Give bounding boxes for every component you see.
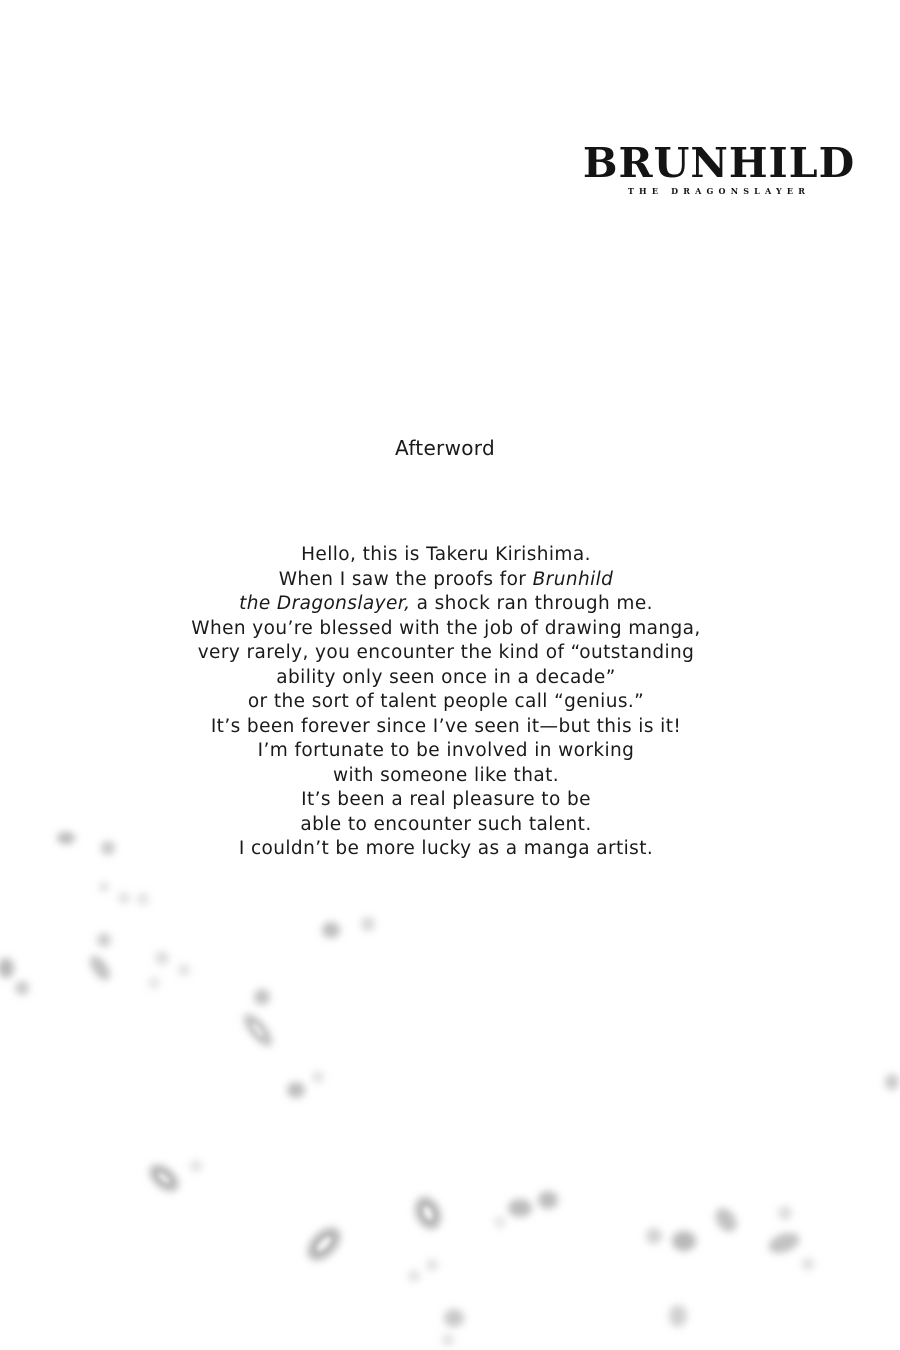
body-line <box>0 568 892 593</box>
body-line: When you’re blessed with the job of drawing manga, <box>191 617 701 639</box>
brunhild-logo <box>578 138 860 202</box>
body-line-text: a shock ran through me. <box>410 593 653 614</box>
body-line: with someone like that. <box>332 764 560 786</box>
body-line: able to encounter such talent. <box>300 813 592 835</box>
body-line: Hello, this is Takeru Kirishima. <box>301 544 591 565</box>
body-line <box>0 592 892 617</box>
book-title-italic: the Dragonslayer, <box>239 593 411 614</box>
body-line-text: When I saw the proofs for <box>278 568 533 590</box>
body-line: or the sort of talent people call “genius.” <box>247 691 645 712</box>
afterword-body <box>0 543 892 862</box>
body-line: I couldn’t be more lucky as a manga artist. <box>238 838 654 859</box>
book-title-italic: Brunhild <box>532 568 614 590</box>
logo-subtitle: THE DRAGONSLAYER <box>627 186 811 196</box>
logo-title: BRUNHILD <box>582 139 856 187</box>
body-line: very rarely, you encounter the kind of “outstanding <box>197 642 695 663</box>
body-line: I’m fortunate to be involved in working <box>257 740 635 761</box>
body-line: It’s been forever since I’ve seen it—but this is it! <box>210 715 682 737</box>
afterword-heading: Afterword <box>395 436 495 460</box>
body-line: ability only seen once in a decade” <box>276 666 616 688</box>
body-line: It’s been a real pleasure to be <box>301 789 591 810</box>
